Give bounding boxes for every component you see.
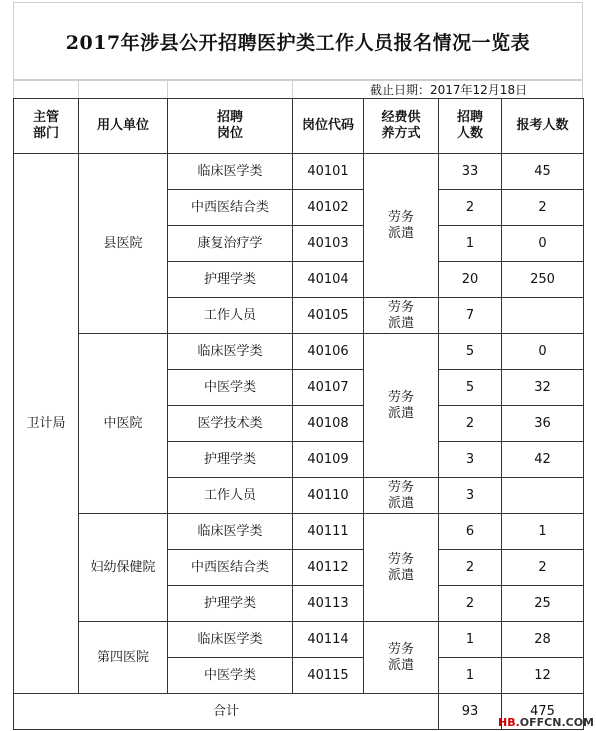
applicants-cell: 0 xyxy=(502,226,584,262)
table-row xyxy=(14,622,584,658)
unit-cell: 县医院 xyxy=(79,154,168,334)
unit-cell: 中医院 xyxy=(79,334,168,514)
gridline xyxy=(292,80,293,98)
count-cell: 7 xyxy=(439,298,502,334)
total-count: 93 xyxy=(439,694,502,730)
funding-cell: 劳务 派遣 xyxy=(364,478,439,514)
position-cell: 工作人员 xyxy=(168,478,293,514)
count-cell: 2 xyxy=(439,550,502,586)
applicants-cell: 1 xyxy=(502,514,584,550)
count-cell: 2 xyxy=(439,586,502,622)
position-cell: 临床医学类 xyxy=(168,154,293,190)
dept-cell: 卫计局 xyxy=(14,154,79,694)
table-row xyxy=(14,154,584,190)
applicants-cell xyxy=(502,298,584,334)
total-applicants: 475 xyxy=(502,694,584,730)
header-count: 招聘 人数 xyxy=(439,99,502,154)
count-cell: 2 xyxy=(439,190,502,226)
page-title: 2017年涉县公开招聘医护类工作人员报名情况一览表 xyxy=(65,31,531,54)
code-cell: 40109 xyxy=(293,442,364,478)
position-cell: 中西医结合类 xyxy=(168,550,293,586)
code-cell: 40105 xyxy=(293,298,364,334)
funding-cell: 劳务 派遣 xyxy=(364,514,439,622)
code-cell: 40106 xyxy=(293,334,364,370)
applicants-cell: 28 xyxy=(502,622,584,658)
code-cell: 40101 xyxy=(293,154,364,190)
gridline xyxy=(167,80,168,98)
applicants-cell: 25 xyxy=(502,586,584,622)
gridline xyxy=(78,80,79,98)
code-cell: 40111 xyxy=(293,514,364,550)
deadline-label: 截止日期：2017年12月18日 xyxy=(370,83,528,97)
header-code: 岗位代码 xyxy=(293,99,364,154)
applicants-cell: 42 xyxy=(502,442,584,478)
header-applicants: 报考人数 xyxy=(502,99,584,154)
header-row xyxy=(14,99,584,154)
code-cell: 40103 xyxy=(293,226,364,262)
count-cell: 5 xyxy=(439,370,502,406)
funding-cell: 劳务 派遣 xyxy=(364,334,439,478)
code-cell: 40102 xyxy=(293,190,364,226)
title-cell xyxy=(13,2,583,80)
header-unit: 用人单位 xyxy=(79,99,168,154)
applicants-cell xyxy=(502,478,584,514)
position-cell: 中医学类 xyxy=(168,658,293,694)
applicants-cell: 12 xyxy=(502,658,584,694)
funding-cell: 劳务 派遣 xyxy=(364,298,439,334)
position-cell: 临床医学类 xyxy=(168,514,293,550)
table-row xyxy=(14,334,584,370)
table-row xyxy=(14,514,584,550)
code-cell: 40107 xyxy=(293,370,364,406)
applicants-cell: 2 xyxy=(502,190,584,226)
gridline xyxy=(582,80,583,98)
position-cell: 护理学类 xyxy=(168,262,293,298)
code-cell: 40110 xyxy=(293,478,364,514)
applicants-cell: 0 xyxy=(502,334,584,370)
header-position: 招聘 岗位 xyxy=(168,99,293,154)
count-cell: 3 xyxy=(439,442,502,478)
code-cell: 40115 xyxy=(293,658,364,694)
unit-cell: 第四医院 xyxy=(79,622,168,694)
position-cell: 护理学类 xyxy=(168,586,293,622)
total-label: 合计 xyxy=(14,694,439,730)
count-cell: 3 xyxy=(439,478,502,514)
count-cell: 2 xyxy=(439,406,502,442)
position-cell: 临床医学类 xyxy=(168,334,293,370)
position-cell: 中医学类 xyxy=(168,370,293,406)
position-cell: 临床医学类 xyxy=(168,622,293,658)
position-cell: 康复治疗学 xyxy=(168,226,293,262)
count-cell: 20 xyxy=(439,262,502,298)
code-cell: 40108 xyxy=(293,406,364,442)
applicants-cell: 45 xyxy=(502,154,584,190)
funding-cell: 劳务 派遣 xyxy=(364,622,439,694)
applicants-cell: 32 xyxy=(502,370,584,406)
applicants-cell: 36 xyxy=(502,406,584,442)
header-dept: 主管 部门 xyxy=(14,99,79,154)
position-cell: 工作人员 xyxy=(168,298,293,334)
position-cell: 护理学类 xyxy=(168,442,293,478)
count-cell: 1 xyxy=(439,622,502,658)
code-cell: 40113 xyxy=(293,586,364,622)
position-cell: 中西医结合类 xyxy=(168,190,293,226)
code-cell: 40104 xyxy=(293,262,364,298)
unit-cell: 妇幼保健院 xyxy=(79,514,168,622)
count-cell: 5 xyxy=(439,334,502,370)
position-cell: 医学技术类 xyxy=(168,406,293,442)
code-cell: 40112 xyxy=(293,550,364,586)
watermark: HB.OFFCN.COM xyxy=(498,716,594,729)
count-cell: 33 xyxy=(439,154,502,190)
gridline xyxy=(13,80,14,98)
funding-cell: 劳务 派遣 xyxy=(364,154,439,298)
count-cell: 1 xyxy=(439,226,502,262)
applicants-cell: 2 xyxy=(502,550,584,586)
count-cell: 6 xyxy=(439,514,502,550)
applicants-cell: 250 xyxy=(502,262,584,298)
header-funding: 经费供 养方式 xyxy=(364,99,439,154)
registration-table xyxy=(13,98,584,730)
code-cell: 40114 xyxy=(293,622,364,658)
count-cell: 1 xyxy=(439,658,502,694)
